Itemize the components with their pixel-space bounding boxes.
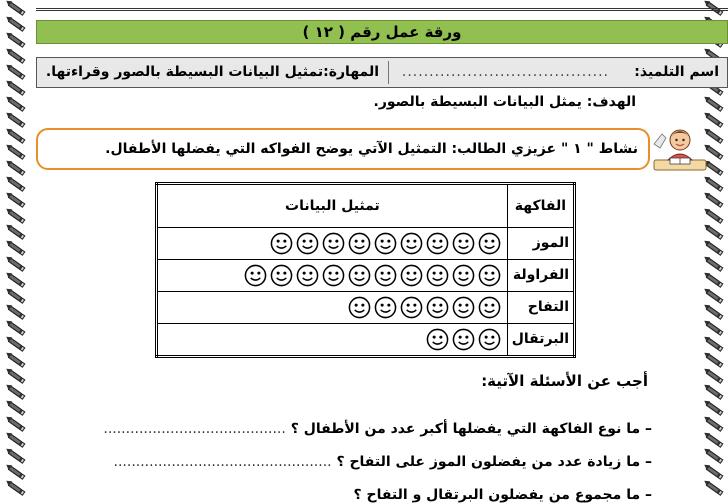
table-row: [157, 323, 575, 356]
info-separator: [388, 61, 389, 84]
table-row: [157, 259, 575, 291]
smiley-face-icon: [452, 296, 475, 319]
questions-heading: أجب عن الأسئلة الآتية:: [481, 372, 648, 390]
fruit-name: الفراولة: [507, 259, 574, 291]
question-1-text: – ما نوع الفاكهة التي يفضلها أكبر عدد من الأطفال ؟: [290, 421, 652, 437]
smiley-face-icon: [452, 264, 475, 287]
smiley-face-icon: [400, 264, 423, 287]
question-3: [354, 487, 652, 503]
fruit-name: الموز: [507, 228, 574, 260]
title-rule: [36, 8, 728, 11]
student-reading-icon: [650, 124, 710, 174]
answer-2-field[interactable]: .................................................: [113, 454, 332, 470]
activity-box: [36, 128, 650, 170]
smiley-face-icon: [426, 296, 449, 319]
smiley-face-icon: [244, 264, 267, 287]
student-name-label: اسم التلميذ:: [634, 64, 719, 80]
smiley-face-icon: [478, 328, 501, 351]
smiley-face-icon: [452, 232, 475, 255]
fruit-pictograph-table: [155, 182, 576, 358]
fruit-name: البرتقال: [507, 323, 574, 356]
column-header-representation: تمثيل البيانات: [157, 184, 508, 228]
smiley-face-icon: [400, 296, 423, 319]
column-header-fruit: الفاكهة: [507, 184, 574, 228]
smiley-face-icon: [400, 232, 423, 255]
smiley-face-icon: [348, 296, 371, 319]
question-3-text: – ما مجموع من يفضلون البرتقال و التفاح ؟: [353, 487, 652, 503]
smiley-face-icon: [348, 232, 371, 255]
question-1: [103, 421, 652, 437]
smiley-face-icon: [348, 264, 371, 287]
table-row: [157, 228, 575, 260]
question-2: [114, 454, 652, 470]
answer-1-field[interactable]: .........................................: [103, 421, 286, 437]
pencil-icon: [4, 478, 26, 496]
fruit-name: التفاح: [507, 291, 574, 323]
smiley-face-icon: [296, 232, 319, 255]
smiley-face-icon: [478, 232, 501, 255]
smiley-row: [157, 259, 508, 291]
smiley-face-icon: [426, 232, 449, 255]
smiley-face-icon: [374, 296, 397, 319]
smiley-face-icon: [270, 264, 293, 287]
skill-text: المهارة:تمثيل البيانات البسيطة بالصور وقراءتها.: [45, 64, 379, 80]
smiley-row: [157, 228, 508, 260]
smiley-face-icon: [374, 232, 397, 255]
student-name-field[interactable]: ......................................: [401, 64, 609, 80]
goal-text: الهدف: يمثل البيانات البسيطة بالصور.: [373, 94, 636, 110]
pencil-icon: [702, 478, 724, 496]
info-bar: [36, 57, 728, 88]
activity-text: نشاط " ١ " عزيزي الطالب: التمثيل الآتي يوضح الفواكه التي يفضلها الأطفال.: [105, 141, 638, 157]
smiley-face-icon: [270, 232, 293, 255]
smiley-face-icon: [452, 328, 475, 351]
smiley-row: [157, 291, 508, 323]
smiley-row: [157, 323, 508, 356]
worksheet-title: ورقة عمل رقم ( ١٢ ): [36, 20, 728, 44]
smiley-face-icon: [322, 232, 345, 255]
table-row: [157, 291, 575, 323]
smiley-face-icon: [426, 264, 449, 287]
question-2-text: – ما زيادة عدد من يفضلون الموز على التفاح ؟: [336, 454, 652, 470]
smiley-face-icon: [322, 264, 345, 287]
smiley-face-icon: [426, 328, 449, 351]
smiley-face-icon: [478, 264, 501, 287]
smiley-face-icon: [478, 296, 501, 319]
smiley-face-icon: [296, 264, 319, 287]
smiley-face-icon: [374, 264, 397, 287]
pencil-border-left: [0, 0, 30, 500]
